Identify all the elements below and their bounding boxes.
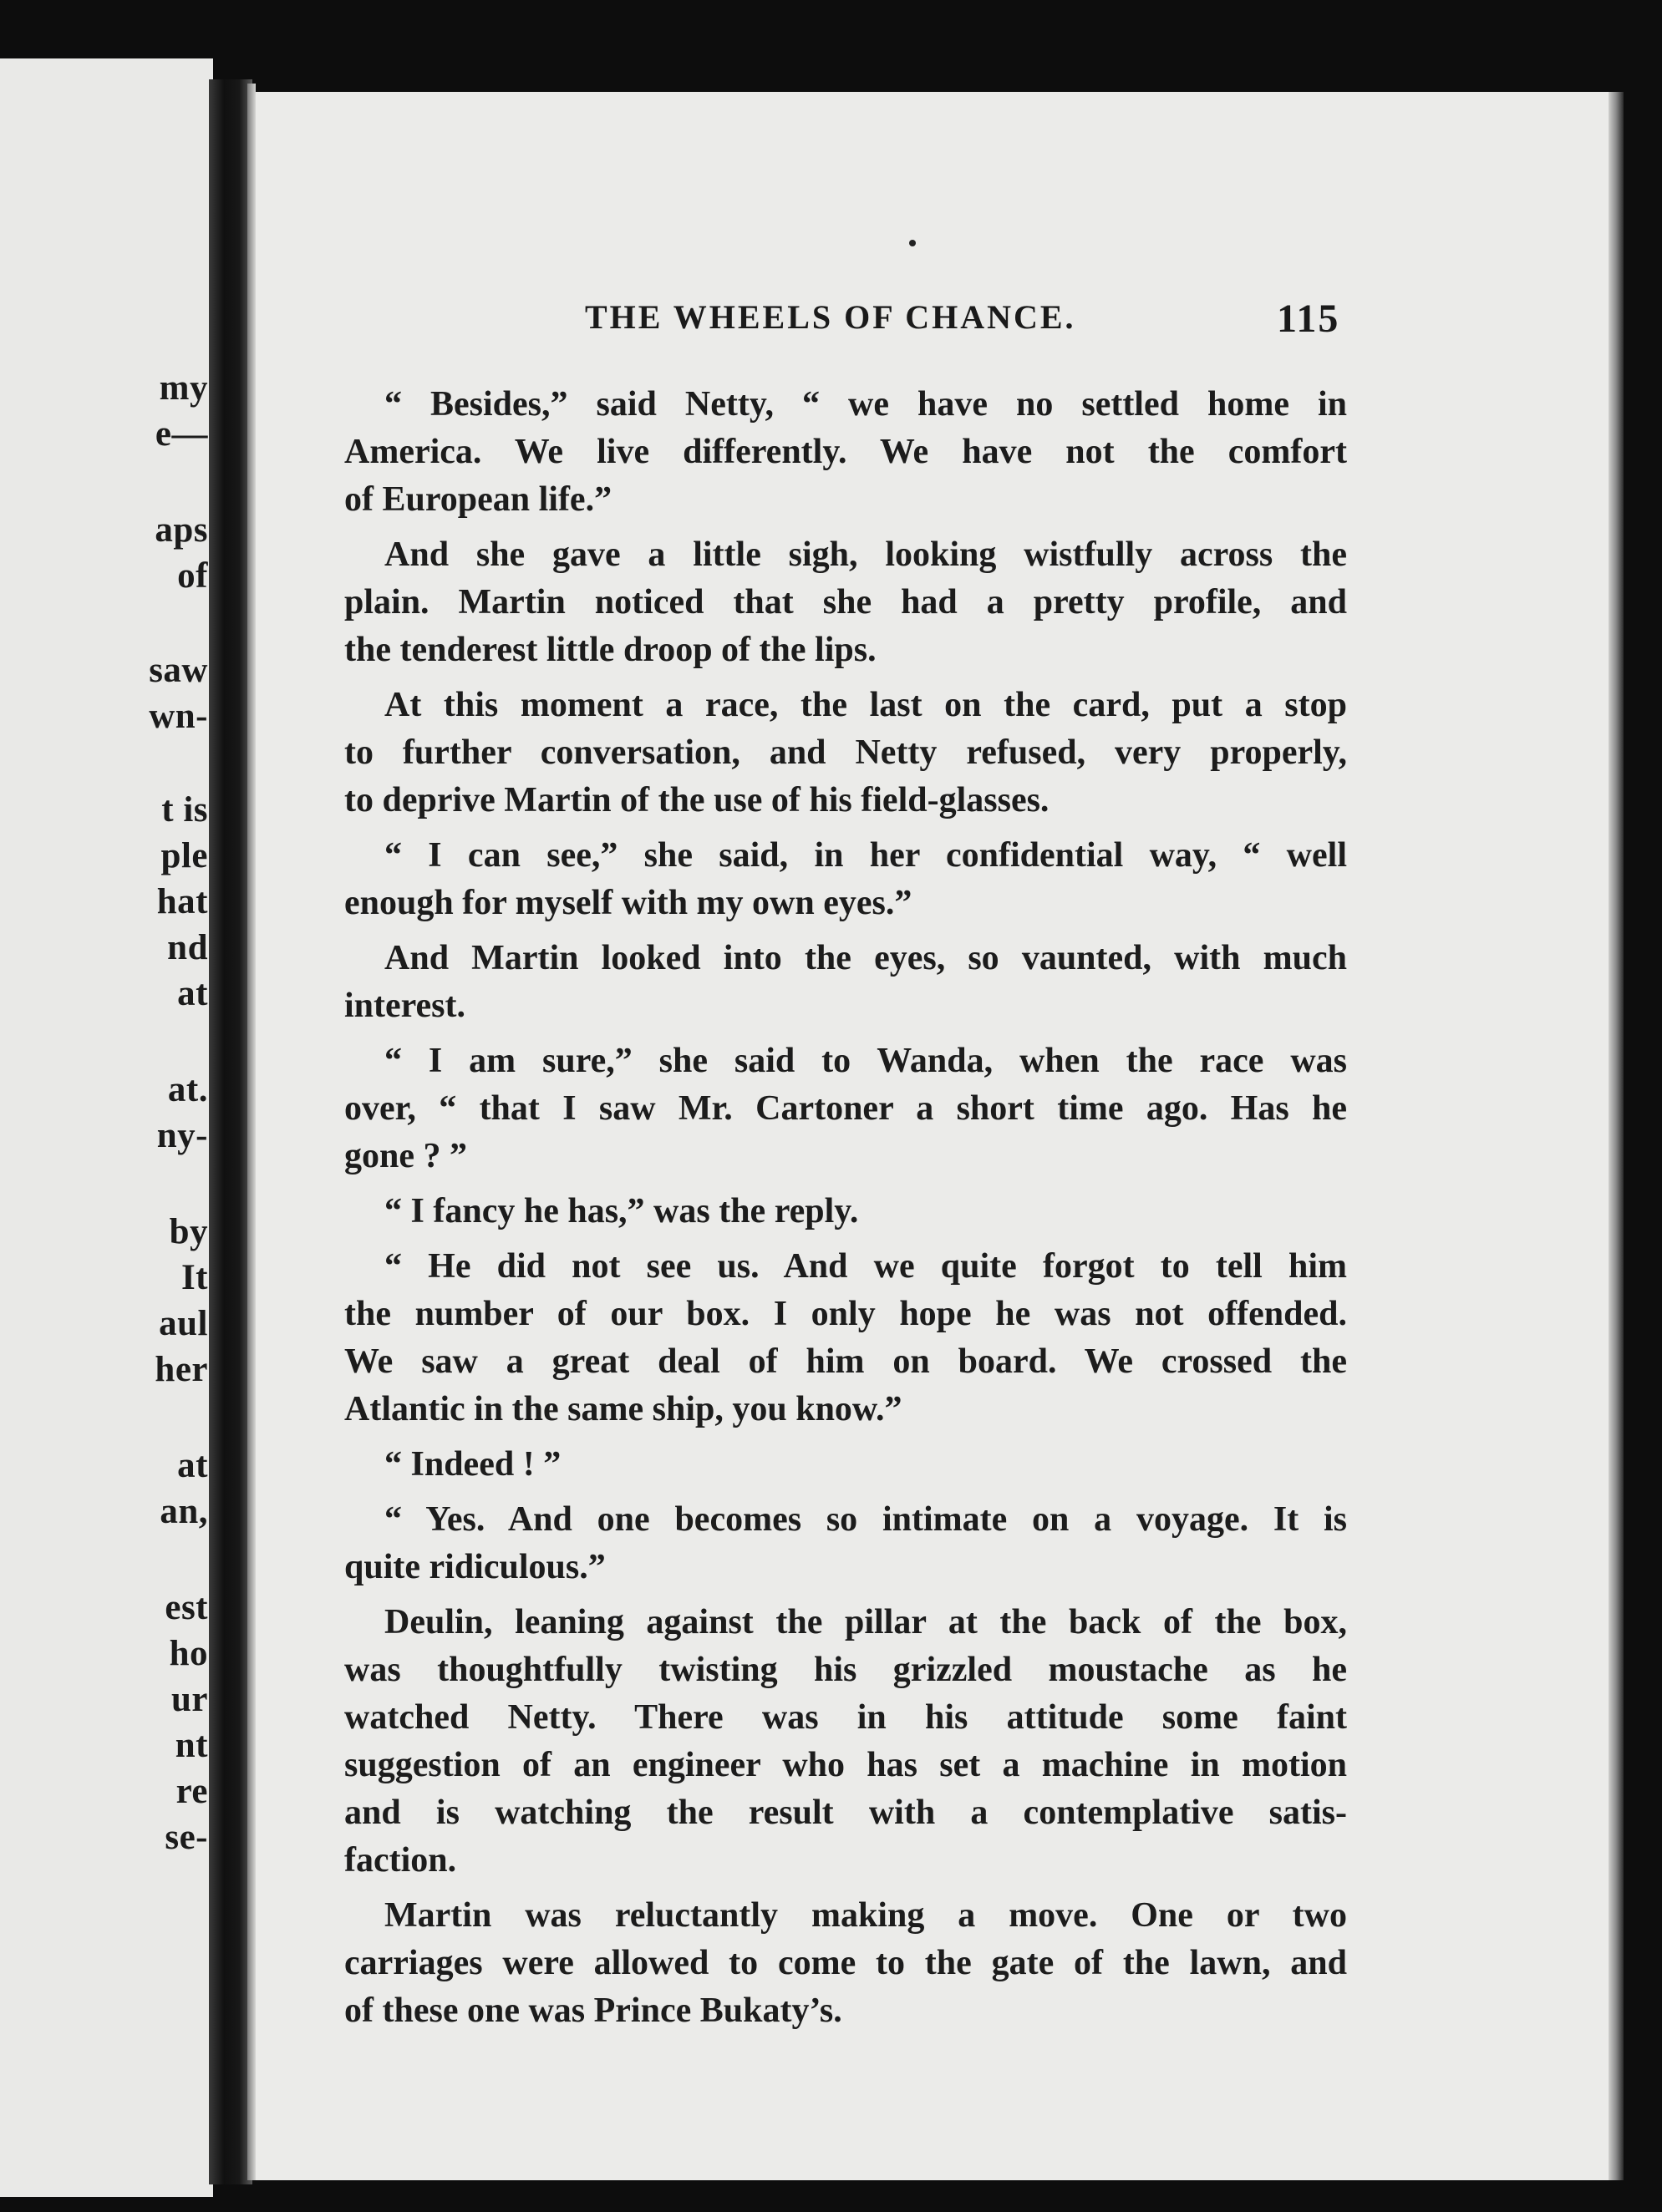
paragraph xyxy=(344,1892,1347,2035)
page-number: 115 xyxy=(1277,297,1340,341)
text-line: We saw a great deal of him on board. We crossed the xyxy=(344,1342,1347,1381)
paragraph xyxy=(344,1599,1347,1885)
text-line: of European life.” xyxy=(344,480,612,519)
text-line: quite ridiculous.” xyxy=(344,1548,606,1586)
paragraph xyxy=(344,1496,1347,1591)
left-page-fragment: t is xyxy=(161,790,208,830)
left-page-fragment: e— xyxy=(155,414,208,454)
paragraph xyxy=(344,935,1347,1030)
left-page-fragment: my xyxy=(159,368,208,408)
text-line: Atlantic in the same ship, you know.” xyxy=(344,1390,902,1428)
text-line: And Martin looked into the eyes, so vaunted, with much xyxy=(384,939,1347,977)
left-page-fragment: saw xyxy=(149,651,208,690)
left-page-fragment: her xyxy=(155,1350,208,1389)
left-page-fragment: hat xyxy=(156,882,208,921)
text-line: “ Indeed ! ” xyxy=(384,1445,562,1484)
paragraph xyxy=(344,682,1347,824)
ink-speck xyxy=(909,240,916,246)
left-page-fragment: ur xyxy=(171,1680,208,1719)
text-line: “ I can see,” she said, in her confidential way, “ well xyxy=(384,836,1347,875)
left-page-fragment: re xyxy=(175,1772,208,1811)
text-line: America. We live differently. We have not the comfort xyxy=(344,433,1347,471)
left-page-fragment: at xyxy=(177,974,208,1013)
running-head: THE WHEELS OF CHANCE. xyxy=(585,298,1076,336)
left-page-fragment: nd xyxy=(167,928,208,967)
text-line: suggestion of an engineer who has set a machine in motion xyxy=(344,1746,1347,1784)
text-line: watched Netty. There was in his attitude some faint xyxy=(344,1698,1347,1737)
text-line: “ I fancy he has,” was the reply. xyxy=(384,1192,859,1230)
paragraph xyxy=(344,531,1347,674)
text-line: the number of our box. I only hope he was not offended. xyxy=(344,1295,1347,1333)
text-line: and is watching the result with a contemplative satis- xyxy=(344,1793,1347,1832)
left-page-fragment: est xyxy=(165,1588,208,1627)
left-page-fragment: wn- xyxy=(149,697,208,736)
left-page-fragment: of xyxy=(177,556,208,596)
page-edge-shadow xyxy=(1609,92,1624,2180)
gutter-edge xyxy=(247,84,256,2180)
left-page-fragment: by xyxy=(169,1212,208,1251)
left-page-fragment: ny- xyxy=(156,1116,208,1155)
text-line: “ He did not see us. And we quite forgot to tell him xyxy=(384,1247,1347,1286)
text-line: to further conversation, and Netty refused, very properly, xyxy=(344,733,1347,772)
left-page-fragment: at xyxy=(177,1446,208,1485)
text-line: “ I am sure,” she said to Wanda, when the race was xyxy=(384,1042,1347,1080)
left-page-fragment: ho xyxy=(169,1634,208,1673)
text-line: “ Besides,” said Netty, “ we have no settled home in xyxy=(384,385,1347,424)
left-page-fragment: an, xyxy=(160,1492,208,1531)
paragraph xyxy=(344,1243,1347,1433)
text-line: enough for myself with my own eyes.” xyxy=(344,884,912,922)
text-line: “ Yes. And one becomes so intimate on a voyage. It is xyxy=(384,1500,1347,1539)
text-line: And she gave a little sigh, looking wistfully across the xyxy=(384,535,1347,574)
text-line: the tenderest little droop of the lips. xyxy=(344,631,877,669)
left-page-fragment: at. xyxy=(167,1070,208,1109)
left-page-fragment: aps xyxy=(155,510,208,550)
left-facing-page xyxy=(0,58,213,2197)
left-page-fragment: ple xyxy=(160,836,208,875)
text-line: plain. Martin noticed that she had a pretty profile, and xyxy=(344,583,1347,621)
left-page-fragment: aul xyxy=(159,1304,208,1343)
left-page-fragment: nt xyxy=(175,1726,208,1765)
text-line: At this moment a race, the last on the card, put a stop xyxy=(384,686,1347,724)
text-line: Martin was reluctantly making a move. One or two xyxy=(384,1896,1347,1935)
paragraph xyxy=(344,832,1347,927)
text-line: over, “ that I saw Mr. Cartoner a short time ago. Has he xyxy=(344,1089,1347,1128)
book-gutter-shadow xyxy=(209,79,252,2184)
paragraph xyxy=(344,1441,1347,1489)
left-page-fragment: se- xyxy=(165,1818,208,1857)
text-line: gone ? ” xyxy=(344,1137,467,1175)
text-line: carriages were allowed to come to the gate of the lawn, and xyxy=(344,1944,1347,1982)
text-line: Deulin, leaning against the pillar at the back of the box, xyxy=(384,1603,1347,1641)
text-line: faction. xyxy=(344,1841,457,1880)
text-line: was thoughtfully twisting his grizzled moustache as he xyxy=(344,1651,1347,1689)
left-page-fragment: It xyxy=(180,1258,208,1297)
text-line: of these one was Prince Bukaty’s. xyxy=(344,1991,842,2030)
body-text xyxy=(344,381,1347,2042)
paragraph xyxy=(344,381,1347,524)
text-line: to deprive Martin of the use of his field-glasses. xyxy=(344,781,1050,819)
text-line: interest. xyxy=(344,987,466,1025)
paragraph xyxy=(344,1038,1347,1180)
paragraph xyxy=(344,1188,1347,1235)
